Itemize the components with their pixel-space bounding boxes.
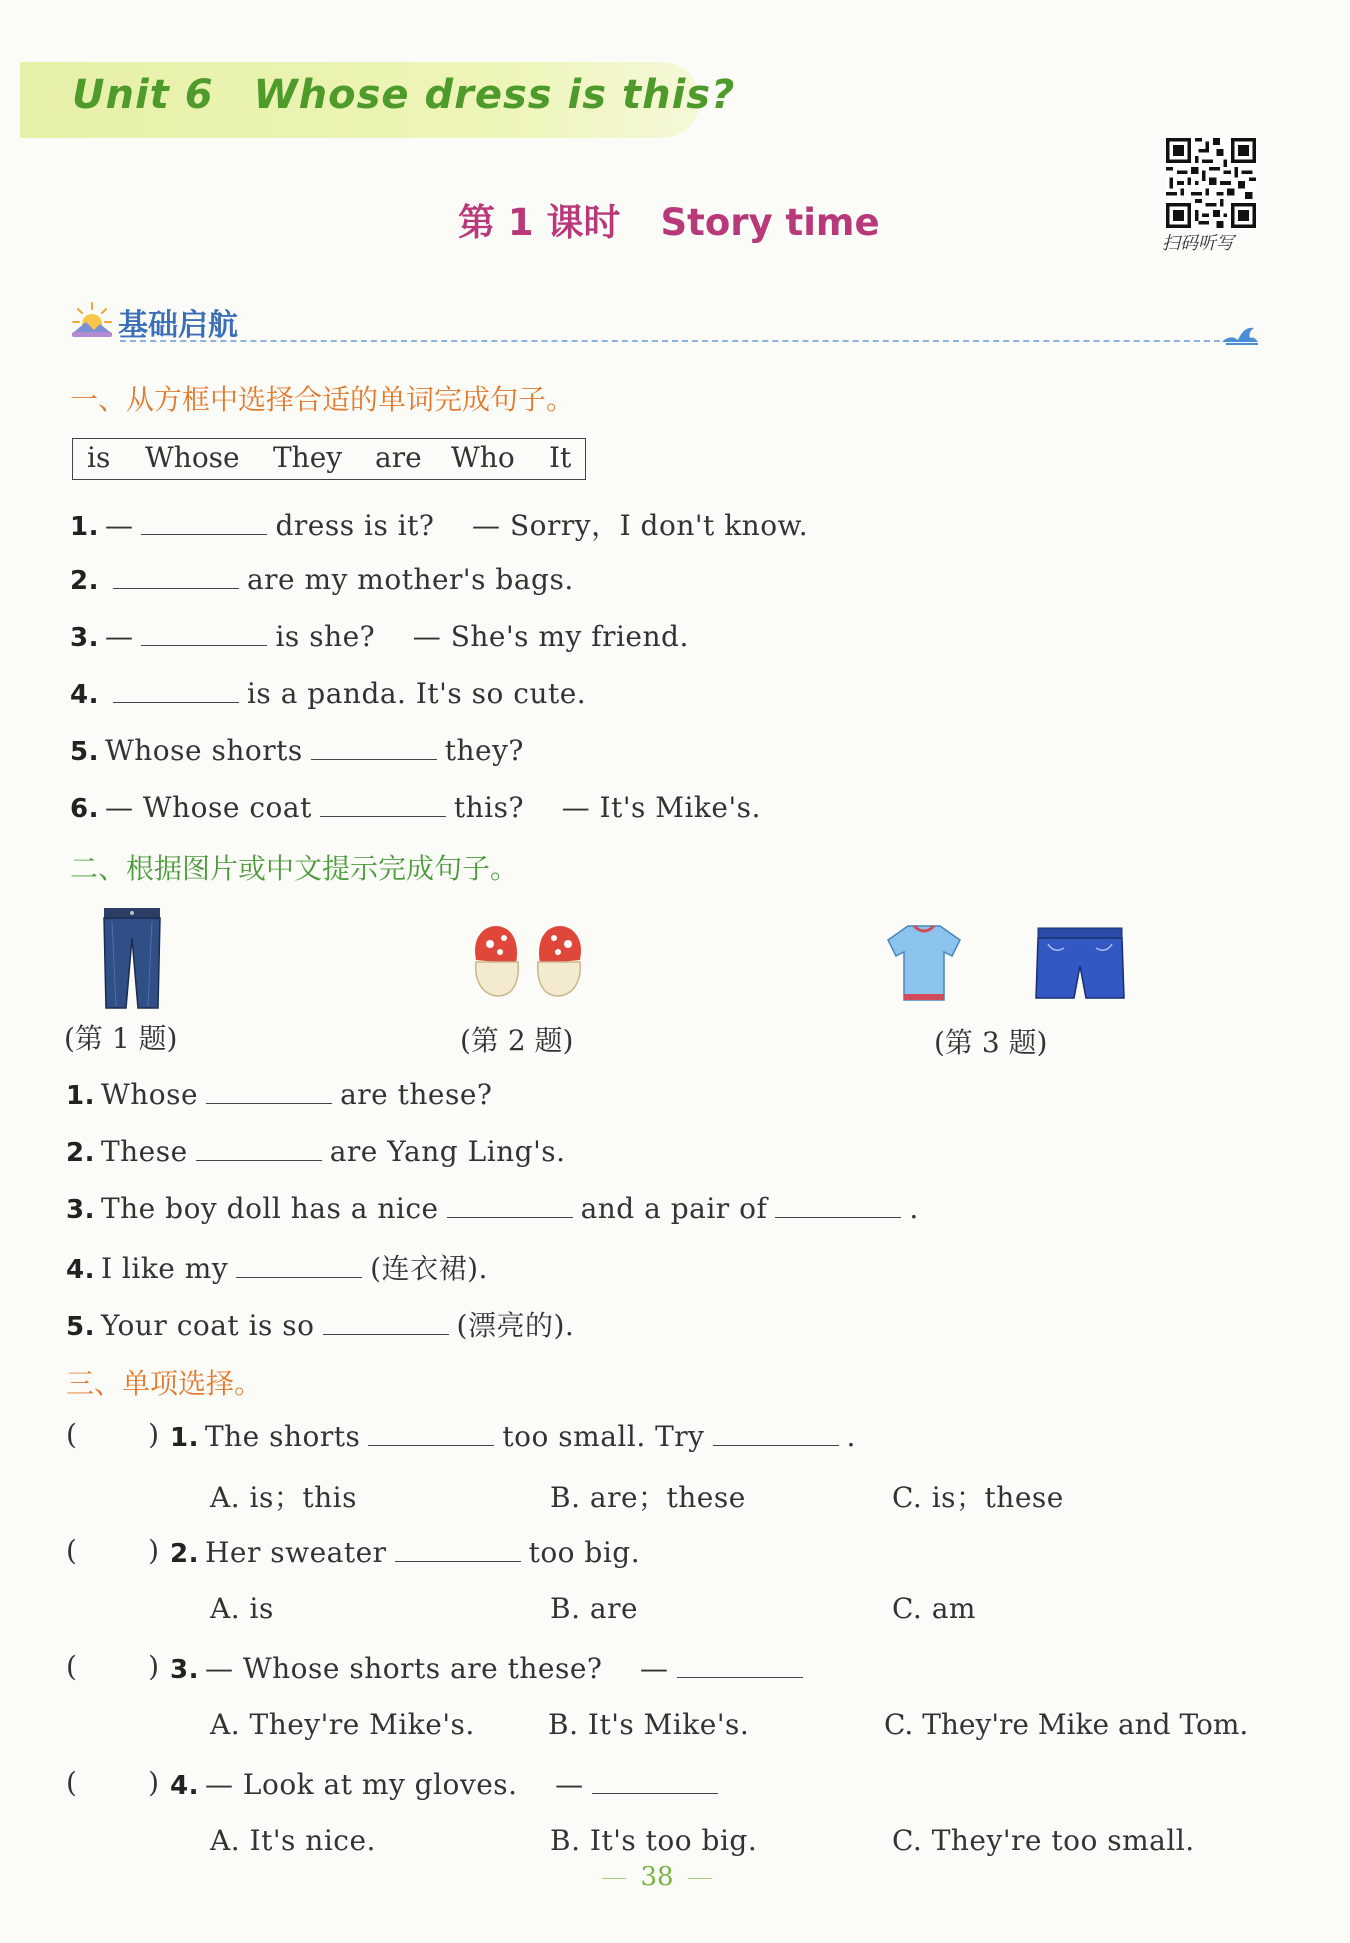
answer-blank[interactable] xyxy=(320,789,446,817)
part1-question: 1. — dress is it? — Sorry，I don't know. xyxy=(70,509,809,542)
answer-blank[interactable] xyxy=(677,1650,803,1678)
option-b[interactable]: B. are；these xyxy=(550,1481,746,1514)
option-a[interactable]: A. They're Mike's. xyxy=(210,1708,475,1741)
shorts-picture xyxy=(1034,926,1126,1002)
section-header xyxy=(70,296,1260,346)
answer-blank[interactable] xyxy=(447,1190,573,1218)
option-c[interactable]: C. They're too small. xyxy=(892,1824,1195,1857)
part1-title: 一、从方框中选择合适的单词完成句子。 xyxy=(70,383,575,416)
part3-question: 4. — Look at my gloves. — xyxy=(170,1766,726,1801)
qr-caption: 扫码听写 xyxy=(1162,233,1234,254)
unit-heading: Whose dress is this? xyxy=(253,72,736,118)
option-a[interactable]: A. is xyxy=(210,1592,274,1625)
part3-question: 1. The shorts too small. Try . xyxy=(170,1420,856,1453)
page-number: 38 xyxy=(602,1862,712,1892)
answer-blank[interactable] xyxy=(196,1133,322,1161)
section-divider xyxy=(120,340,1230,342)
part1-question: 3. — is she? — She's my friend. xyxy=(70,620,689,653)
answer-bracket[interactable]: ( ) xyxy=(66,1534,160,1567)
answer-blank[interactable] xyxy=(141,618,267,646)
qr-code-icon[interactable] xyxy=(1166,138,1256,228)
sun-icon xyxy=(70,300,114,342)
word-bank-item: It xyxy=(549,441,572,474)
answer-blank[interactable] xyxy=(236,1250,362,1278)
shirt-picture xyxy=(884,922,964,1004)
answer-bracket[interactable]: ( ) xyxy=(66,1418,160,1451)
gloves-picture xyxy=(468,920,590,1004)
option-c[interactable]: C. am xyxy=(892,1592,976,1625)
answer-blank[interactable] xyxy=(395,1534,521,1562)
option-a[interactable]: A. is；this xyxy=(210,1481,357,1514)
unit-label: Unit 6 xyxy=(72,72,214,118)
answer-blank[interactable] xyxy=(592,1766,718,1794)
part1-question: 5. Whose shorts they? xyxy=(70,734,524,767)
answer-blank[interactable] xyxy=(713,1418,839,1446)
lesson-title xyxy=(458,192,880,246)
part3-title: 三、单项选择。 xyxy=(66,1367,263,1400)
word-bank-item: They xyxy=(273,441,343,474)
answer-blank[interactable] xyxy=(113,675,239,703)
answer-bracket[interactable]: ( ) xyxy=(66,1766,160,1799)
section-title: 基础启航 xyxy=(118,308,238,343)
unit-banner xyxy=(20,62,736,138)
part2-question: 2. These are Yang Ling's. xyxy=(66,1135,566,1168)
answer-blank[interactable] xyxy=(368,1418,494,1446)
lesson-heading: Story time xyxy=(660,201,880,244)
part3-question: 3. — Whose shorts are these? — xyxy=(170,1650,811,1685)
answer-blank[interactable] xyxy=(206,1076,332,1104)
picture-caption: (第 2 题) xyxy=(460,1024,574,1057)
option-a[interactable]: A. It's nice. xyxy=(210,1824,376,1857)
word-bank-item: is xyxy=(87,441,111,474)
word-bank-item: are xyxy=(375,441,422,474)
part1-question: 2. are my mother's bags. xyxy=(70,563,574,596)
picture-caption: (第 3 题) xyxy=(934,1026,1048,1059)
part2-question: 3. The boy doll has a nice and a pair of . xyxy=(66,1192,919,1225)
part1-question: 4. is a panda. It's so cute. xyxy=(70,677,587,710)
answer-blank[interactable] xyxy=(323,1307,449,1335)
option-b[interactable]: B. It's Mike's. xyxy=(548,1708,750,1741)
answer-blank[interactable] xyxy=(311,732,437,760)
part3-question: 2. Her sweater too big. xyxy=(170,1536,641,1569)
option-c[interactable]: C. is；these xyxy=(892,1481,1064,1514)
answer-bracket[interactable]: ( ) xyxy=(66,1650,160,1683)
unit-title xyxy=(72,72,735,118)
word-bank-item: Whose xyxy=(145,441,240,474)
lesson-label: 第 1 课时 xyxy=(458,201,621,244)
answer-blank[interactable] xyxy=(141,507,267,535)
word-bank-item: Who xyxy=(451,441,515,474)
option-b[interactable]: B. are xyxy=(550,1592,639,1625)
part1-question: 6. — Whose coat this? — It's Mike's. xyxy=(70,791,761,824)
part2-question: 5. Your coat is so (漂亮的). xyxy=(66,1309,575,1342)
part2-question: 1. Whose are these? xyxy=(66,1078,493,1111)
answer-blank[interactable] xyxy=(775,1190,901,1218)
part2-title: 二、根据图片或中文提示完成句子。 xyxy=(70,852,519,885)
option-c[interactable]: C. They're Mike and Tom. xyxy=(884,1708,1249,1741)
picture-caption: (第 1 题) xyxy=(64,1022,178,1055)
option-b[interactable]: B. It's too big. xyxy=(550,1824,758,1857)
part2-question: 4. I like my (连衣裙). xyxy=(66,1252,488,1285)
answer-blank[interactable] xyxy=(113,561,239,589)
word-bank xyxy=(72,438,586,480)
wave-icon xyxy=(1220,320,1260,346)
trousers-picture xyxy=(102,908,162,1012)
